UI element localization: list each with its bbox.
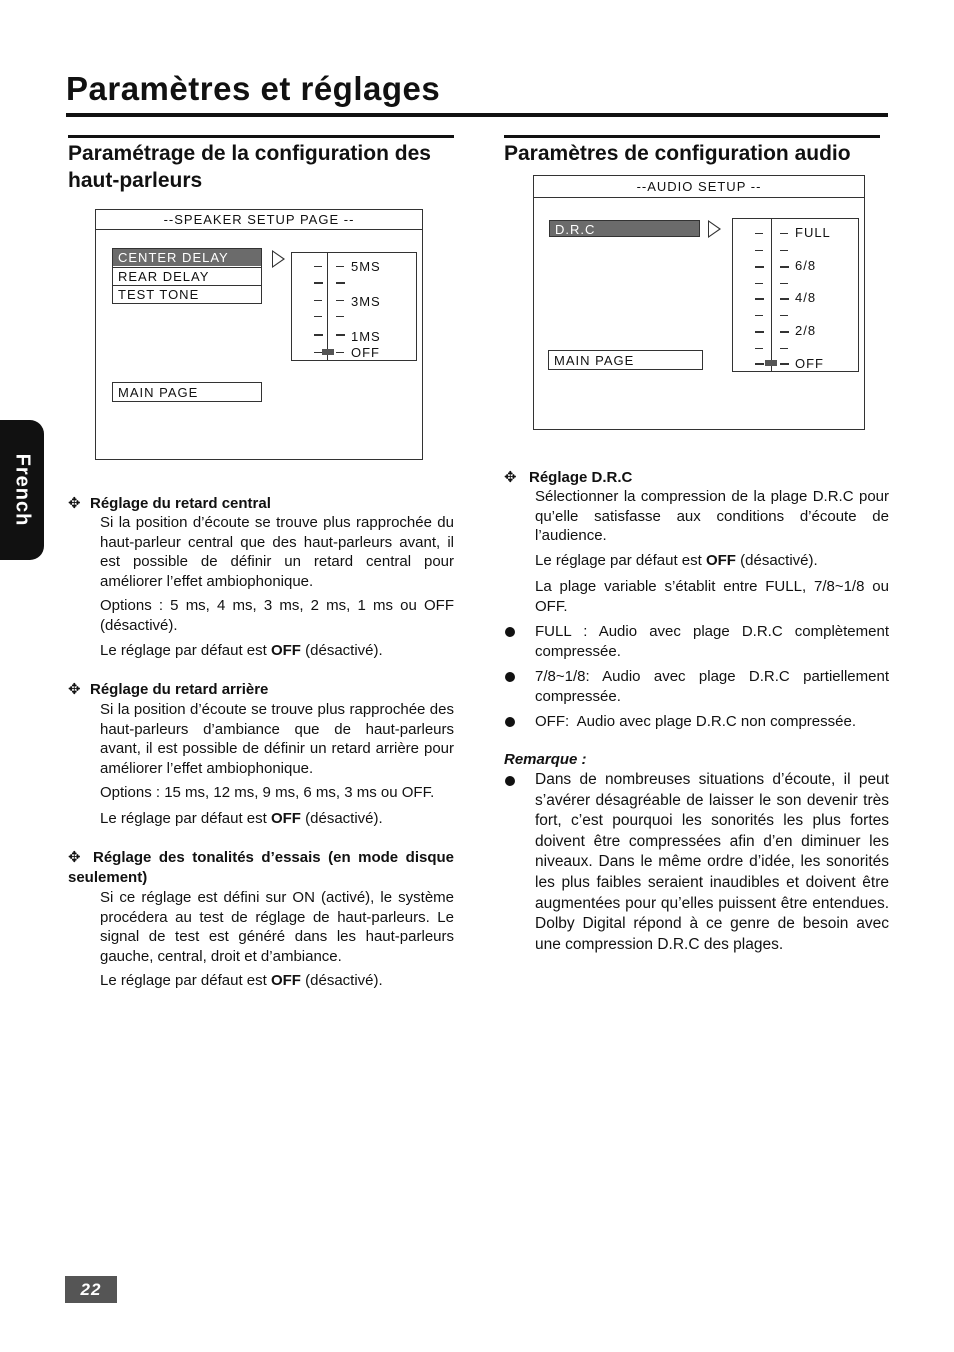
speaker-setup-screen (95, 209, 423, 460)
paragraph: Sélectionner la compression de la plage D.R.C pour qu’elle satisfasse aux conditions d’écoute de l’audience. (535, 488, 889, 544)
paragraph: Options : 5 ms, 4 ms, 3 ms, 2 ms, 1 ms ou OFF (désactivé). (100, 597, 454, 634)
paragraph: Si la position d’écoute se trouve plus rapprochée des haut-parleurs d’ambiance que de haut-parleurs avant, il est possible de définir un retard arrière pour améliorer l’effet ambiophonique. (100, 701, 454, 777)
default-paragraph: Le réglage par défaut est OFF (désactivé). (100, 642, 383, 659)
section-heading: ✥ Réglage du retard central (68, 495, 271, 512)
audio-setup-screen (533, 175, 865, 430)
title-rule (66, 113, 888, 117)
scale-label-5ms: 5MS (351, 259, 381, 274)
bullet-icon (505, 627, 515, 637)
diamond-bullet-icon: ✥ (68, 681, 81, 698)
bullet-icon (505, 717, 515, 727)
diamond-bullet-icon: ✥ (68, 495, 81, 512)
section-heading: ✥ Réglage D.R.C (504, 469, 633, 486)
left-heading-rule (68, 135, 454, 138)
speaker-menu (112, 248, 262, 304)
default-paragraph: Le réglage par défaut est OFF (désactivé). (100, 972, 383, 989)
bullet-icon (505, 672, 515, 682)
scale-knob[interactable] (322, 349, 334, 355)
bullet-icon (505, 776, 515, 786)
bullet-text: 7/8~1/8: Audio avec plage D.R.C partiellement compressée. (535, 668, 889, 705)
section-heading: ✥ Réglage des tonalités d’essais (en mode disque seulement) (68, 849, 454, 886)
delay-scale (291, 252, 417, 361)
bullet-text: OFF: Audio avec plage D.R.C non compressée. (535, 713, 856, 730)
default-paragraph: Le réglage par défaut est OFF (désactivé). (100, 810, 383, 827)
left-heading: Paramétrage de la configuration des haut-parleurs (68, 142, 431, 192)
default-paragraph: Le réglage par défaut est OFF (désactivé). (535, 552, 818, 569)
arrow-right-icon (272, 250, 285, 268)
arrow-right-icon (708, 220, 721, 238)
scale-label-off: OFF (795, 356, 824, 371)
right-heading-rule (504, 135, 880, 138)
language-tab-label: French (11, 453, 34, 527)
scale-knob[interactable] (765, 360, 777, 366)
page-number: 22 (65, 1276, 117, 1303)
remark-label: Remarque : (504, 751, 587, 768)
menu-item-test-tone[interactable]: TEST TONE (113, 285, 261, 302)
main-page-button[interactable]: MAIN PAGE (112, 382, 262, 402)
remark-text: Dans de nombreuses situations d’écoute, il peut s’avérer désagréable de laisser le son devenir très fort, c’est pourquoi les sonorités les plus fortes doivent être compressées afin d’en diminuer les niveaux. Dans le même ordre d’idée, les sonorités les plus faibles seraient inaudibles et doivent être augmentées pour qu’elles puissent être entendues. Dolby Digital répond à ce genre de besoin avec une compression D.R.C des plages. (535, 771, 889, 953)
diamond-bullet-icon: ✥ (68, 849, 81, 866)
paragraph: La plage variable s’établit entre FULL, 7/8~1/8 ou OFF. (535, 578, 889, 615)
scale-label-off: OFF (351, 345, 380, 360)
paragraph: Si ce réglage est défini sur ON (activé), le système procédera au test de réglage de haut-parleurs. Le signal de test est généré dans les haut-parleurs gauche, central, droit et d’ambiance. (100, 889, 454, 965)
scale-label-3ms: 3MS (351, 294, 381, 309)
scale-label-full: FULL (795, 225, 831, 240)
drc-scale (732, 218, 859, 372)
scale-label-6-8: 6/8 (795, 258, 817, 273)
diamond-bullet-icon: ✥ (504, 469, 517, 486)
menu-item-drc[interactable]: D.R.C (549, 220, 700, 237)
audio-setup-title: --AUDIO SETUP -- (534, 176, 864, 198)
main-page-button[interactable]: MAIN PAGE (548, 350, 703, 370)
bullet-text: FULL : Audio avec plage D.R.C complètement compressée. (535, 623, 889, 660)
paragraph: Options : 15 ms, 12 ms, 9 ms, 6 ms, 3 ms ou OFF. (100, 784, 435, 801)
menu-item-rear-delay[interactable]: REAR DELAY (113, 267, 261, 284)
menu-item-center-delay[interactable]: CENTER DELAY (113, 249, 261, 266)
paragraph: Si la position d’écoute se trouve plus rapprochée du haut-parleur central que des haut-parleurs avant, il est possible de définir un retard central pour améliorer l’effet ambiophonique. (100, 514, 454, 590)
scale-label-4-8: 4/8 (795, 290, 817, 305)
section-heading: ✥ Réglage du retard arrière (68, 681, 269, 698)
page-title: Paramètres et réglages (66, 70, 441, 107)
language-tab (0, 420, 44, 560)
scale-label-1ms: 1MS (351, 329, 381, 344)
scale-label-2-8: 2/8 (795, 323, 817, 338)
right-heading: Paramètres de configuration audio (504, 142, 851, 165)
speaker-setup-title: --SPEAKER SETUP PAGE -- (96, 210, 422, 230)
